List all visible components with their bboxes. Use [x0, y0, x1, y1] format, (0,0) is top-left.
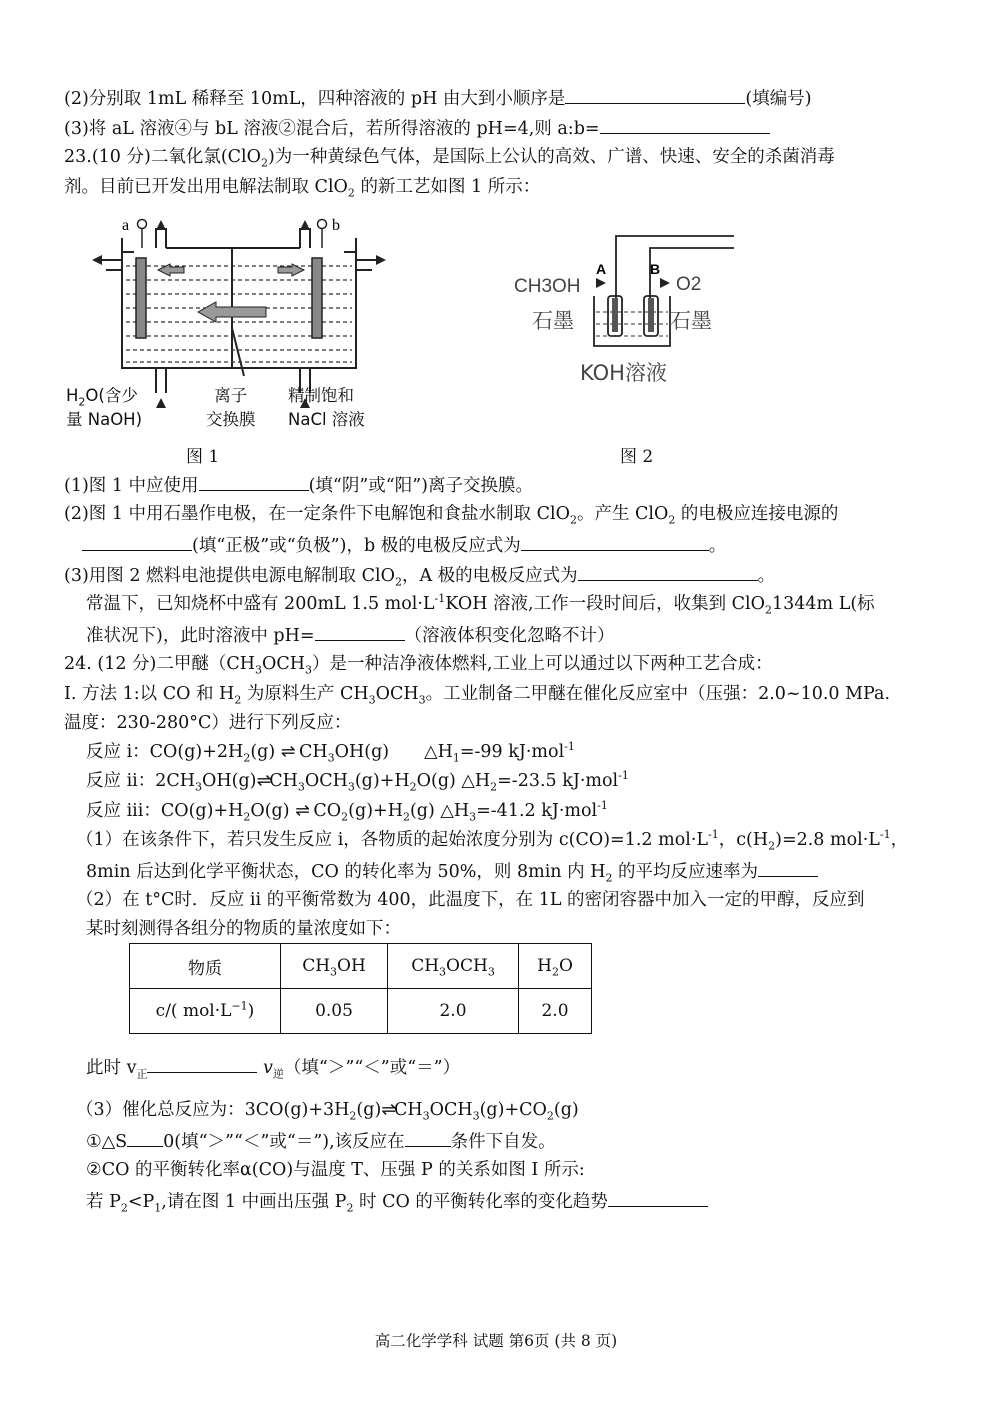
question-23-2: (2)图 1 中用石墨作电极，在一定条件下电解饱和食盐水制取 ClO$_2$。产生 ClO$_2$ 的电极应连接电源的: [64, 504, 839, 527]
electrode-left: [136, 258, 146, 338]
label-o2: O2: [676, 274, 702, 295]
reaction-iii: 反应 iii：$CO(g)+H_2O(g)$ ⇌ $CO_2(g)+H_2(g)$ $\triangle H_3=-41.2$ kJ·mol$^{-1}$: [86, 799, 608, 824]
line-q2-dilution: (2)分别取 1mL 稀释至 10mL，四种溶液的 pH 由大到小顺序是 (填编号): [64, 86, 812, 110]
answer-blank[interactable]: [565, 86, 745, 104]
question-24-intro: 24. (12 分)二甲醚$(CH_3OCH_3)$是一种洁净液体燃料,工业上可以通过以下两种工艺合成：: [64, 654, 773, 677]
question-24-1-cont: 8min 后达到化学平衡状态，CO 的转化率为 50%，则 8min 内 $H_2$ 的平均反应速率为: [86, 859, 818, 883]
label-koh: KOH溶液: [580, 361, 667, 385]
equilibrium-arrow: ⇌: [381, 1100, 394, 1120]
electrode-right: [312, 258, 322, 338]
question-24-3: （3）催化总反应为：$3CO(g)+3H_2(g)\rightleftharpoons CH_3OCH_3(g)+CO_2(g)$: [76, 1100, 579, 1123]
figure-2-caption: 图 2: [620, 447, 654, 467]
table-cell: 2.0: [519, 989, 592, 1034]
question-24-3-2: ②CO 的平衡转化率α(CO)与温度 T、压强 P 的关系如图 I 所示:: [86, 1160, 585, 1180]
line-q3-mix: (3)将 aL 溶液④与 bL 溶液②混合后，若所得溶液的 pH=4,则 a:b=: [64, 116, 770, 140]
reaction-i: 反应 i：$CO(g)+2H_2(g)$ ⇌ $CH_3OH(g)$ $\triangle H_1=-99$ kJ·mol$^{-1}$: [86, 740, 575, 765]
table-cell: 0.05: [281, 989, 388, 1034]
question-23-3-cont2: 准状况下)，此时溶液中 pH= （溶液体积变化忽略不计）: [86, 623, 615, 647]
concentration-table: [129, 943, 592, 1034]
question-23-1: (1)图 1 中应使用 (填“阴”或“阳”)离子交换膜。: [64, 473, 533, 497]
label-b: b: [332, 217, 340, 234]
answer-blank[interactable]: [608, 1189, 708, 1207]
answer-blank[interactable]: [758, 859, 818, 877]
answer-blank[interactable]: [521, 533, 709, 551]
answer-blank[interactable]: [405, 1129, 451, 1147]
table-row: [130, 989, 592, 1034]
answer-blank[interactable]: [199, 473, 309, 491]
answer-blank[interactable]: [127, 1129, 163, 1147]
question-23-3-cont: 常温下，已知烧杯中盛有 200mL 1.5 $mol\cdot L^{-1}KOH$ 溶液,工作一段时间后，收集到 ClO$_2$1344m L(标: [86, 592, 875, 617]
method-1: I. 方法 1:以 CO 和 $H_2$ 为原料生产 $CH_3OCH_3$。工业制备二甲醚在催化反应室中（压强：2.0~10.0 MPa.: [64, 684, 891, 707]
table-header-cell: $H_2O$: [519, 944, 592, 989]
answer-blank[interactable]: [147, 1055, 257, 1073]
figure-2-fuel-cell: [510, 228, 740, 398]
question-24-2-cont: 某时刻测得各组分的物质的量浓度如下：: [86, 919, 401, 939]
answer-blank[interactable]: [578, 563, 758, 581]
label-graphite-right: 石墨: [670, 309, 712, 333]
question-24-1: （1）在该条件下，若只发生反应 i，各物质的起始浓度分别为 c(CO)=1.2 $mol\cdot L^{-1}$，$c(H_2)=2.8$ $mol\cdot L^{-1}$，: [76, 828, 909, 853]
equilibrium-arrow: ⇌: [295, 801, 308, 821]
method-1-cont: 温度：230-280°C）进行下列反应：: [64, 713, 352, 733]
fig1-left-label: $H_2O$(含少 量 NaOH): [66, 386, 143, 429]
question-24-3-2-cont: 若 $P_2<P_1$,请在图 1 中画出压强 $P_2$ 时 CO 的平衡转化率的变化趋势: [86, 1189, 708, 1213]
question-24-2: （2）在 t°C时．反应 ii 的平衡常数为 400，此温度下，在 1L 的密闭容器中加入一定的甲醇，反应到: [76, 890, 865, 910]
table-cell: 2.0: [388, 989, 519, 1034]
label-ch3oh: CH3OH: [514, 276, 581, 297]
question-23-2-cont: (填“正极”或“负极”)，b 极的电极反应式为 。: [82, 533, 726, 557]
figure-1-caption: 图 1: [186, 447, 220, 467]
answer-blank[interactable]: [82, 533, 192, 551]
label-A: A: [596, 261, 607, 277]
answer-blank[interactable]: [315, 623, 405, 641]
question-23-3: (3)用图 2 燃料电池提供电源电解制取 ClO$_2$，A 极的电极反应式为 。: [64, 563, 775, 587]
table-header-cell: $CH_3OCH_3$: [388, 944, 519, 989]
label-a: a: [122, 217, 130, 234]
label-graphite-left: 石墨: [532, 309, 574, 333]
question-23-intro-2: 剂。目前已开发出用电解法制取 ClO$_2$ 的新工艺如图 1 所示：: [64, 177, 541, 200]
answer-blank[interactable]: [600, 116, 770, 134]
equilibrium-arrow: ⇌: [280, 742, 294, 762]
table-header-cell: $CH_3OH$: [281, 944, 388, 989]
table-header-row: [130, 944, 592, 989]
table-row-label: c/( $mol\cdot L^{-1}$): [130, 989, 281, 1034]
page-footer: 高二化学学科 试题 第6页 (共 8 页): [374, 1332, 618, 1350]
label-B: B: [650, 261, 661, 277]
reaction-ii: 反应 ii：$2CH_3OH(g)\rightleftharpoons CH_3OCH_3(g)+H_2O(g)$ $\triangle H_2=-23.5$ kJ·mol$^{-1}$: [86, 769, 629, 794]
table-header-cell: 物质: [130, 944, 281, 989]
question-24-3-1: ①△S 0(填“＞”“＜”或“＝”),该反应在 条件下自发。: [86, 1129, 556, 1153]
fig1-right-label: 精制饱和 NaCl 溶液: [288, 386, 365, 429]
question-24-2-rate: 此时 $v_正$ $v_逆$（填“＞”“＜”或“＝”）: [86, 1055, 460, 1079]
question-23-intro: 23.(10 分)二氧化氯(ClO$_2$)为一种黄绿色气体，是国际上公认的高效、广谱、快速、安全的杀菌消毒: [64, 147, 835, 170]
fig1-membrane-label: 离子 交换膜: [206, 386, 256, 429]
equilibrium-arrow: ⇌: [256, 771, 270, 791]
